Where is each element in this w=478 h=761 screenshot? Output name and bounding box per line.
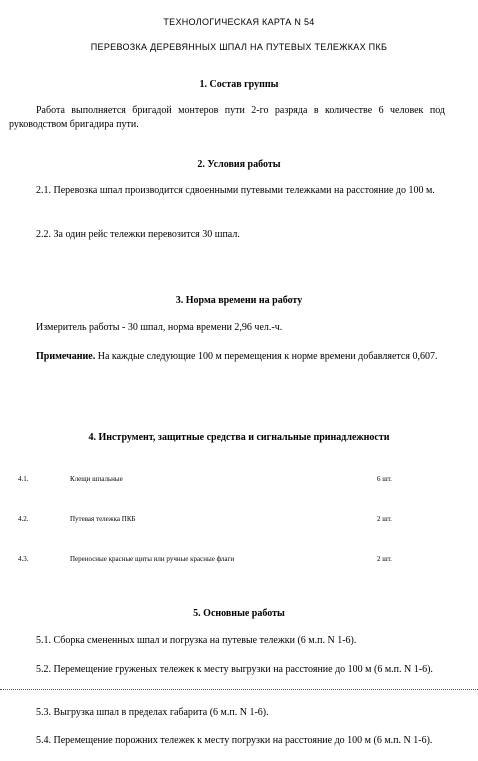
section5-paragraph-1: 5.1. Сборка смененных шпал и погрузка на путевые тележки (6 м.п. N 1-6).	[36, 635, 357, 646]
tool-number: 4.2.	[18, 515, 29, 523]
section3-note	[9, 350, 445, 364]
tool-row	[0, 515, 478, 527]
section3-heading: 3. Норма времени на работу	[175, 295, 303, 306]
card-title: ПЕРЕВОЗКА ДЕРЕВЯННЫХ ШПАЛ НА ПУТЕВЫХ ТЕЛЕЖКАХ ПКБ	[90, 42, 388, 52]
section5-paragraph-3: 5.3. Выгрузка шпал в пределах габарита (6 м.п. N 1-6).	[36, 707, 269, 718]
section2-heading: 2. Условия работы	[197, 159, 281, 170]
tool-number: 4.1.	[18, 475, 29, 483]
section1-text: Работа выполняется бригадой монтеров пути 2-го разряда в количестве 6 человек под руководством бригадира пути.	[9, 105, 445, 130]
tool-row	[0, 475, 478, 487]
tool-number: 4.3.	[18, 555, 29, 563]
section3-paragraph-1: Измеритель работы - 30 шпал, норма времени 2,96 чел.-ч.	[36, 322, 283, 333]
section1-heading: 1. Состав группы	[199, 79, 279, 90]
section4-heading: 4. Инструмент, защитные средства и сигнальные принадлежности	[88, 432, 390, 443]
tool-name: Клещи шпальные	[70, 475, 123, 483]
section5-heading: 5. Основные работы	[193, 608, 285, 619]
note-label: Примечание.	[36, 351, 96, 362]
section2-paragraph-2: 2.2. За один рейс тележки перевозится 30 шпал.	[36, 229, 240, 240]
card-number: ТЕХНОЛОГИЧЕСКАЯ КАРТА N 54	[163, 17, 315, 27]
note-text: На каждые следующие 100 м перемещения к норме времени добавляется 0,607.	[95, 351, 438, 362]
tool-quantity: 2 шт.	[377, 555, 392, 563]
page-divider	[0, 689, 478, 690]
tool-name: Путевая тележка ПКБ	[70, 515, 136, 523]
section5-paragraph-2: 5.2. Перемещение груженых тележек к месту выгрузки на расстояние до 100 м (6 м.п. N 1-6).	[36, 664, 433, 675]
section2-paragraph-1: 2.1. Перевозка шпал производится сдвоенными путевыми тележками на расстояние до 100 м.	[36, 185, 435, 196]
tool-name: Переносные красные щиты или ручные красные флаги	[70, 555, 235, 563]
section5-paragraph-4: 5.4. Перемещение порожних тележек к месту погрузки на расстояние до 100 м (6 м.п. N 1-6).	[36, 735, 433, 746]
tool-quantity: 2 шт.	[377, 515, 392, 523]
tool-row	[0, 555, 478, 567]
tool-quantity: 6 шт.	[377, 475, 392, 483]
